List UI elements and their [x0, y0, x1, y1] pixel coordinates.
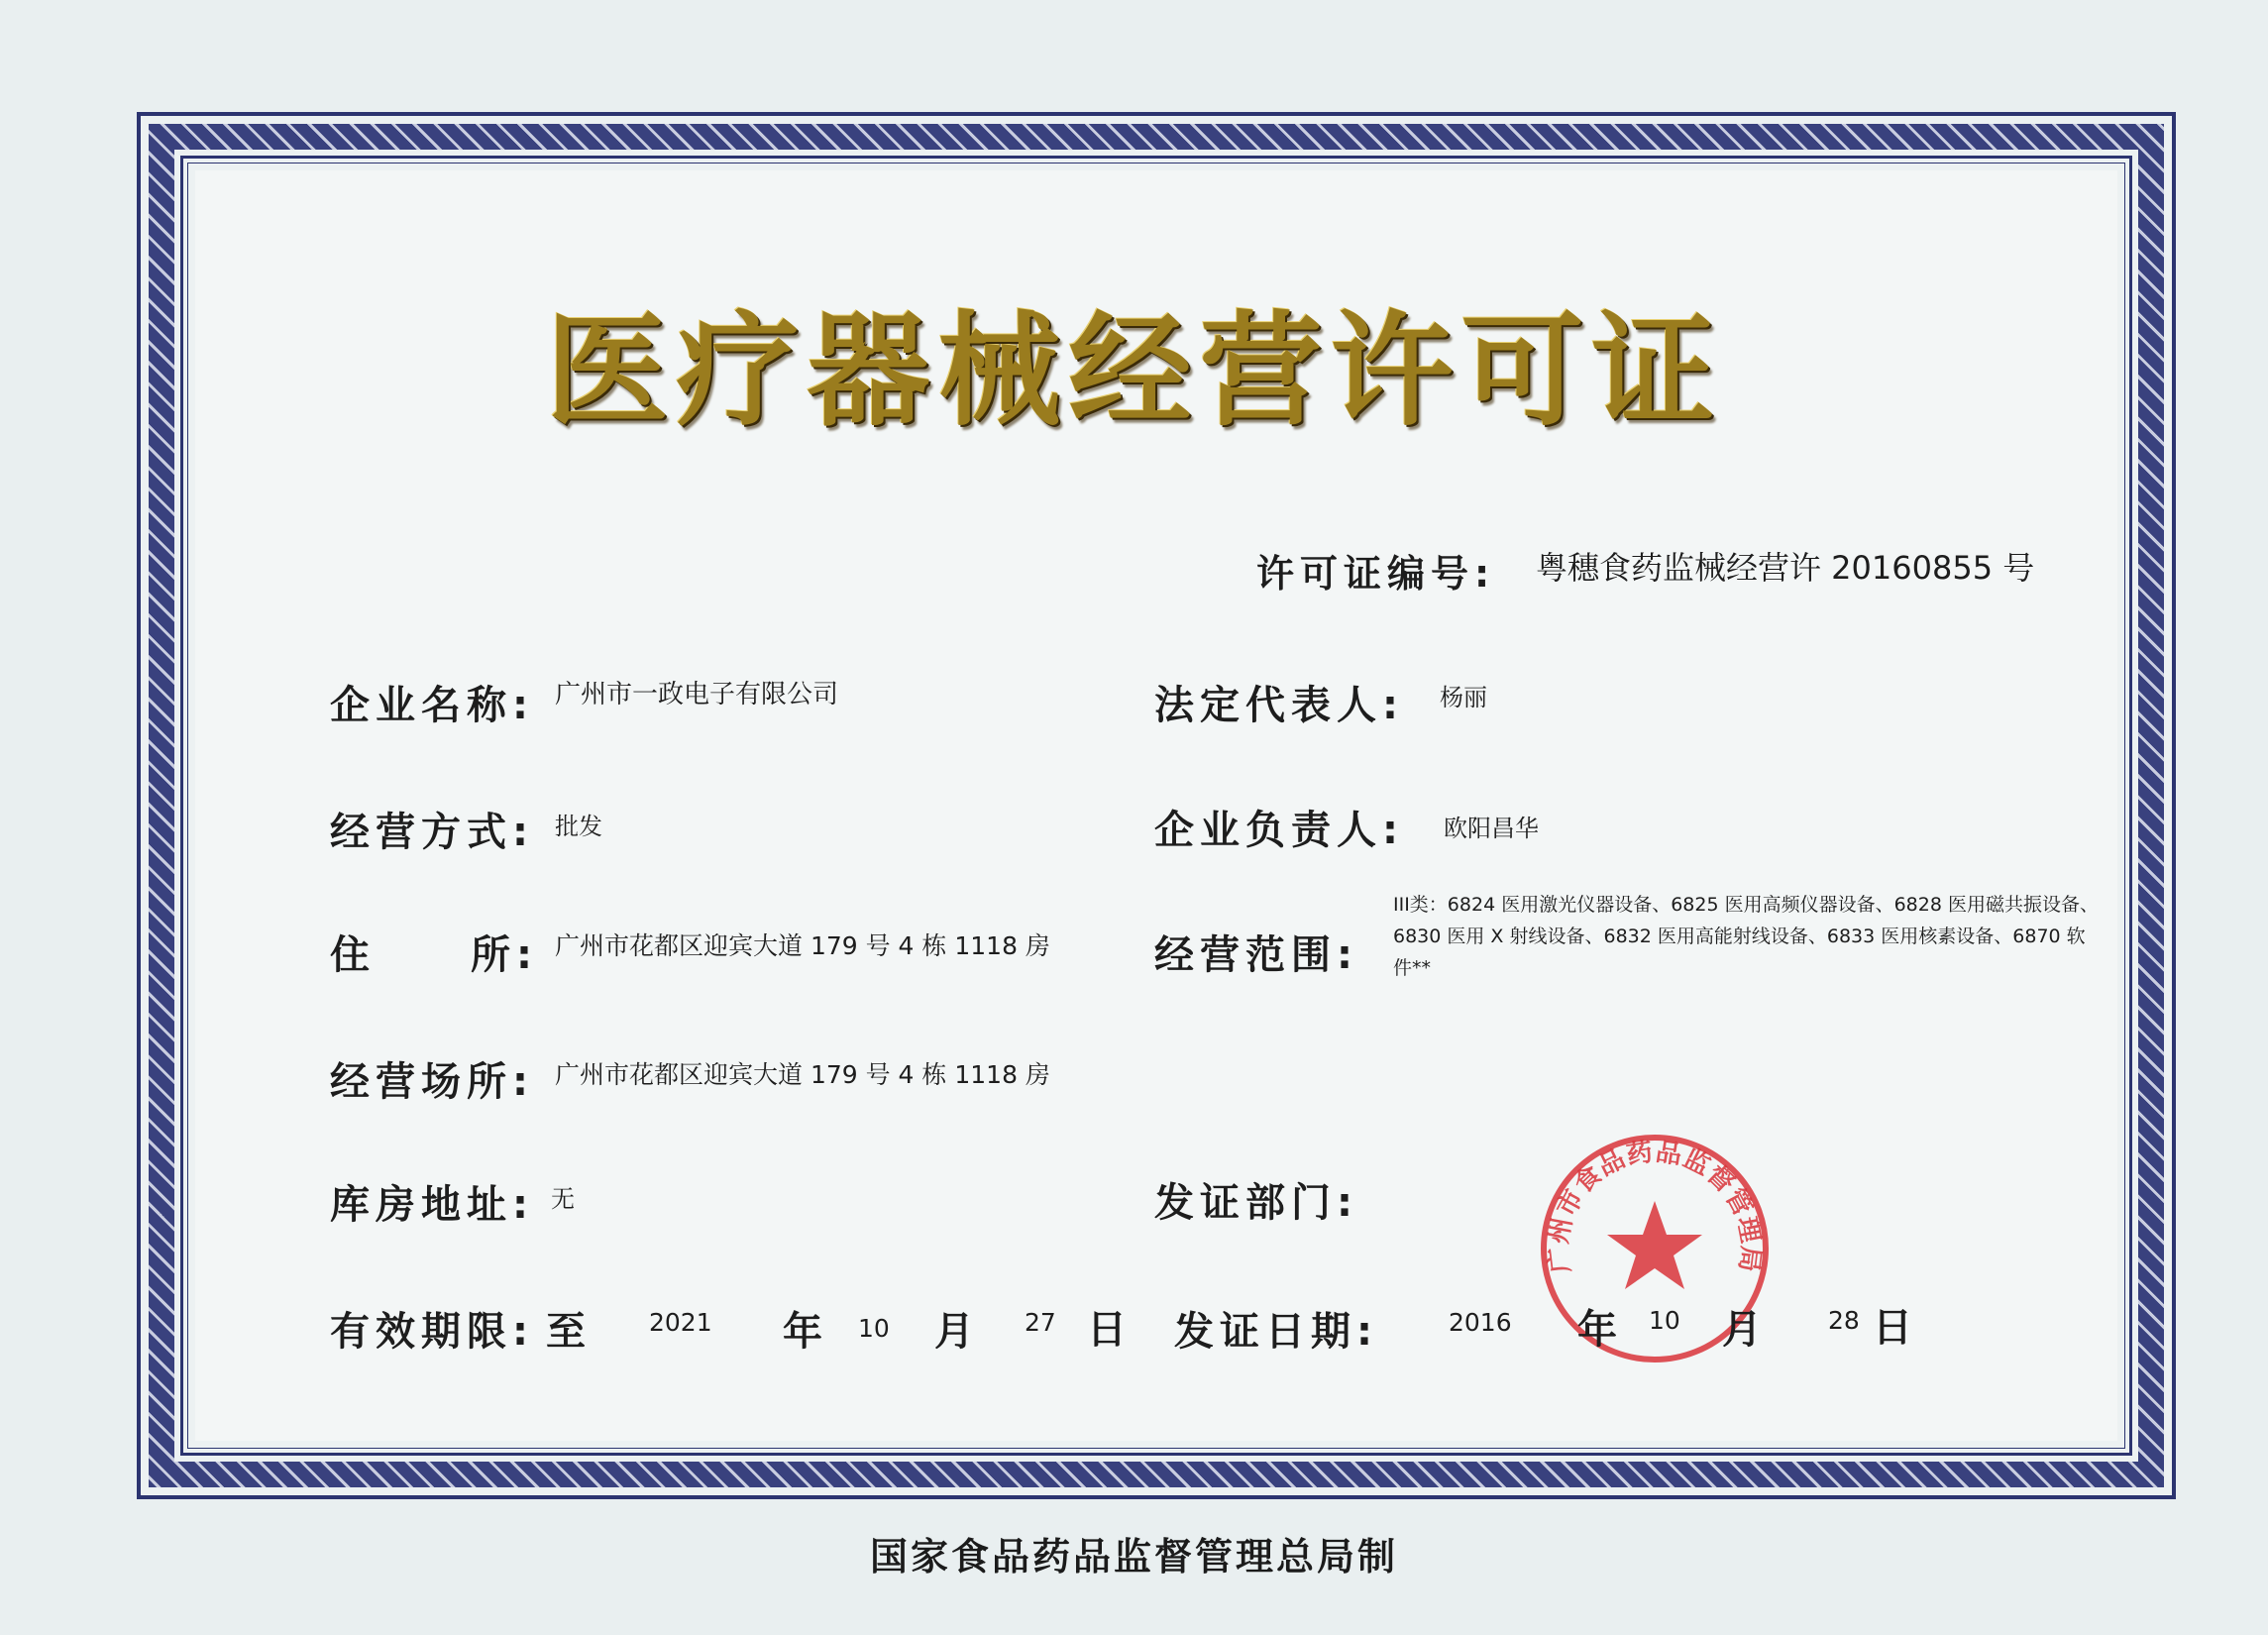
person-in-charge-label: 企业负责人:: [1154, 808, 1404, 853]
company-name-value: 广州市一政电子有限公司: [555, 680, 839, 709]
validity-year: 2021: [649, 1308, 712, 1337]
person-in-charge-value: 欧阳昌华: [1444, 815, 1539, 842]
premises-label: 经营场所:: [330, 1059, 534, 1105]
issuer-label: 发证部门:: [1154, 1180, 1358, 1226]
company-name-label: 企业名称:: [330, 683, 534, 728]
issue-date-label: 发证日期:: [1174, 1309, 1378, 1355]
scope-line-1: III类：6824 医用激光仪器设备、6825 医用高频仪器设备、6828 医用磁共振设备、: [1393, 894, 2099, 916]
legal-rep-label: 法定代表人:: [1154, 683, 1404, 728]
issue-date-day: 28: [1828, 1306, 1860, 1335]
license-no-value: 粤穗食药监械经营许 20160855 号: [1536, 549, 2035, 587]
validity-prefix: 至: [546, 1309, 592, 1355]
validity-label: 有效期限:: [330, 1309, 534, 1355]
residence-label-first: 住: [330, 932, 376, 978]
scope-label: 经营范围:: [1154, 932, 1358, 978]
validity-month-unit: 月: [934, 1309, 980, 1355]
issue-date-year-unit: 年: [1577, 1307, 1623, 1353]
validity-month: 10: [858, 1314, 890, 1343]
warehouse-label: 库房地址:: [330, 1182, 534, 1228]
issuing-authority-footer: 国家食品药品监督管理总局制: [869, 1535, 1398, 1579]
issue-date-month-unit: 月: [1722, 1307, 1768, 1353]
business-mode-value: 批发: [555, 813, 602, 840]
validity-day-unit: 日: [1087, 1307, 1133, 1353]
issue-date-day-unit: 日: [1873, 1305, 1918, 1351]
issue-date-month: 10: [1649, 1306, 1680, 1335]
scope-line-2: 6830 医用 X 射线设备、6832 医用高能射线设备、6833 医用核素设备、6870 软: [1393, 926, 2086, 947]
validity-day: 27: [1025, 1308, 1056, 1337]
validity-year-unit: 年: [783, 1309, 828, 1355]
residence-value: 广州市花都区迎宾大道 179 号 4 栋 1118 房: [555, 931, 1050, 960]
seal-text: 广州市食品药品监督管理局: [1544, 1137, 1766, 1275]
license-no-label: 许可证编号:: [1256, 552, 1496, 596]
scope-line-3: 件**: [1393, 957, 1432, 979]
warehouse-value: 无: [551, 1185, 575, 1213]
business-mode-label: 经营方式:: [330, 810, 534, 855]
legal-rep-value: 杨丽: [1440, 684, 1487, 711]
certificate-title: 医疗器械经营许可证: [545, 299, 1723, 443]
scope-text: [1393, 889, 2106, 984]
residence-label-second: 所:: [471, 932, 538, 978]
seal-star-icon: [1607, 1201, 1702, 1289]
premises-value: 广州市花都区迎宾大道 179 号 4 栋 1118 房: [555, 1060, 1050, 1089]
issue-date-year: 2016: [1449, 1308, 1512, 1337]
